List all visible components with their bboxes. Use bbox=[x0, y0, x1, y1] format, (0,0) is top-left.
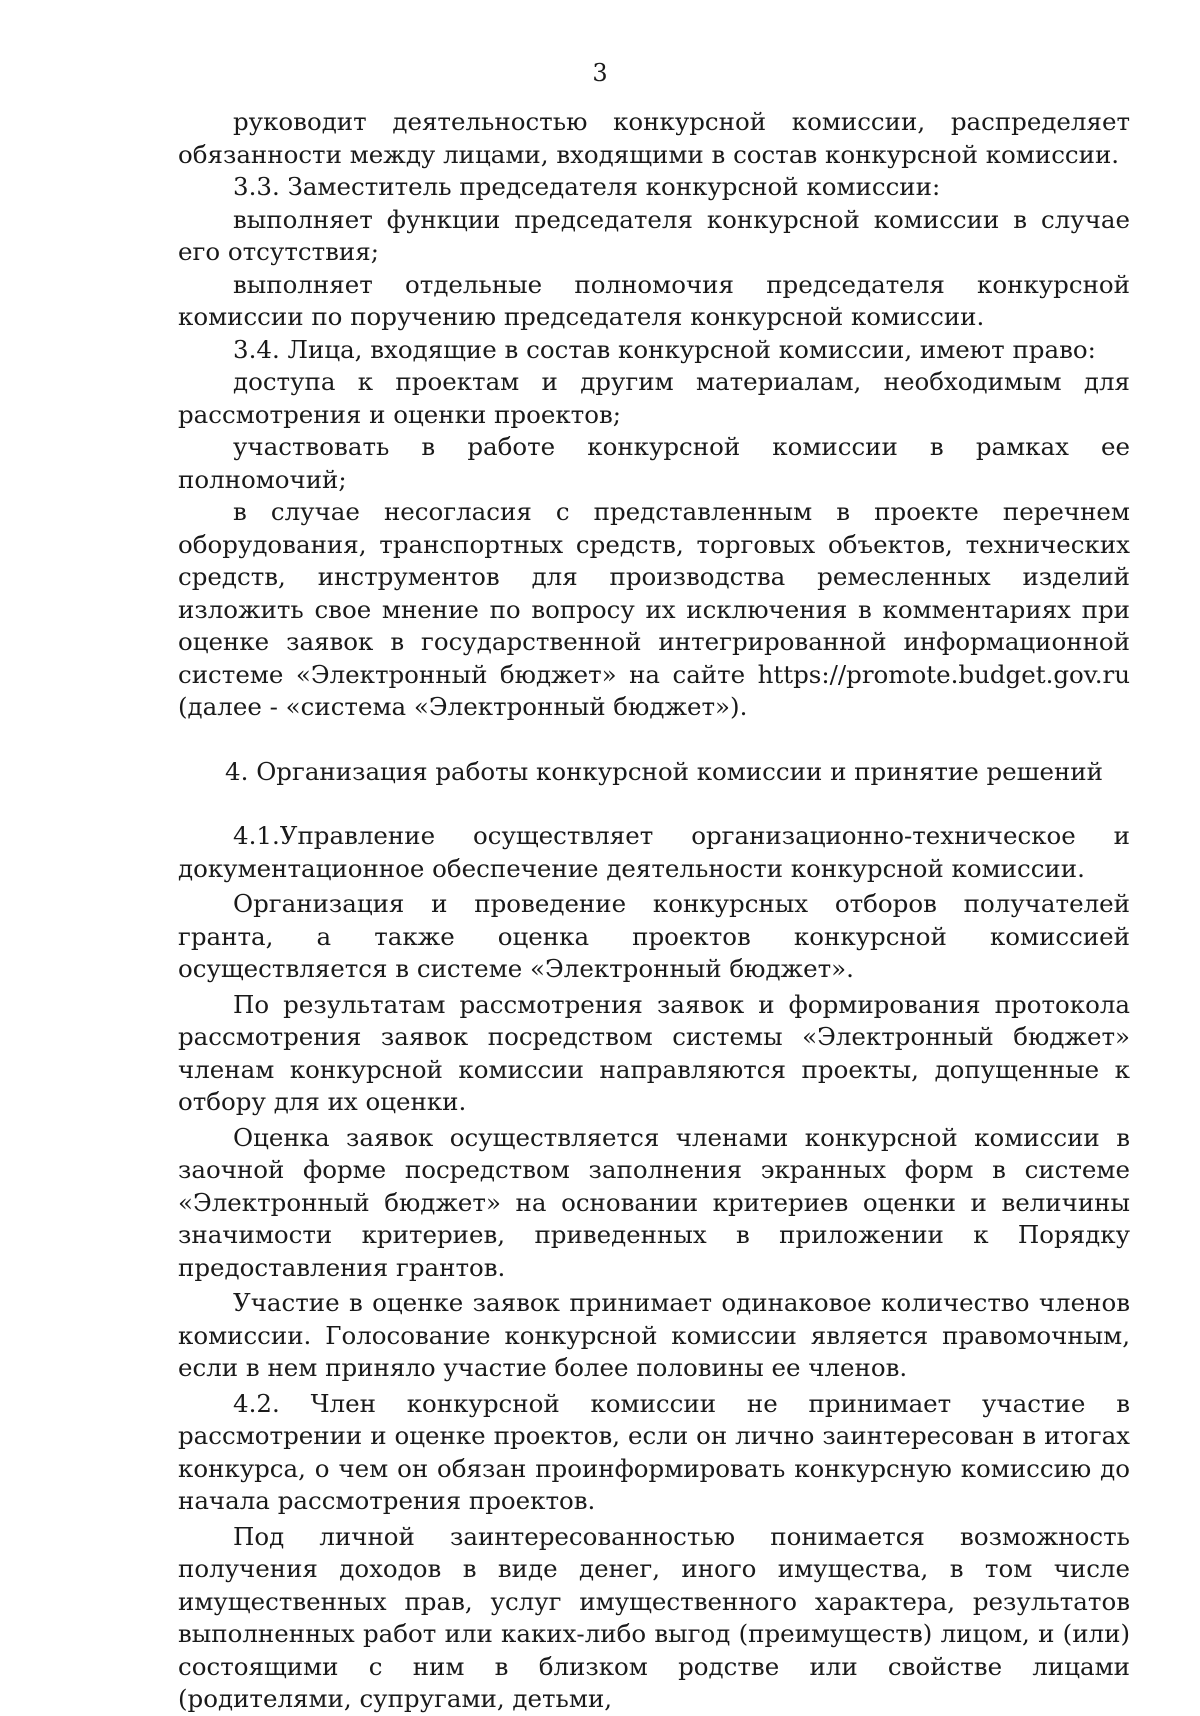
paragraph-4-1-c: Оценка заявок осуществляется членами конкурсной комиссии в заочной форме посредством заполнения экранных форм в системе «Электронный бюджет» на основании критериев оценки и величины значимости критериев, приведенных в приложении к Порядку предоставления грантов. bbox=[178, 1122, 1130, 1282]
paragraph-3-3: 3.3. Заместитель председателя конкурсной комиссии: bbox=[233, 172, 941, 201]
paragraph-3-4-a: доступа к проектам и другим материалам, необходимым для рассмотрения и оценки проектов; bbox=[178, 367, 1130, 429]
paragraph-continuation: руководит деятельностью конкурсной комиссии, распределяет обязанности между лицами, входящими в состав конкурсной комиссии. bbox=[178, 107, 1130, 169]
paragraph-4-1-a: Организация и проведение конкурсных отборов получателей гранта, а также оценка проектов конкурсной комиссией осуществляется в системе «Электронный бюджет». bbox=[178, 889, 1130, 983]
paragraph-3-3-b: выполняет отдельные полномочия председателя конкурсной комиссии по поручению председателя конкурсной комиссии. bbox=[178, 269, 1130, 331]
paragraph-3-3-a: выполняет функции председателя конкурсной комиссии в случае его отсутствия; bbox=[178, 204, 1130, 266]
document-body bbox=[178, 106, 1130, 1716]
paragraph-4-1-d: Участие в оценке заявок принимает одинаковое количество членов комиссии. Голосование конкурсной комиссии является правомочным, если в нем приняло участие более половины ее членов. bbox=[178, 1288, 1130, 1382]
section-4-heading: 4. Организация работы конкурсной комиссии и принятие решений bbox=[225, 756, 1103, 786]
paragraph-4-1: 4.1.Управление осуществляет организационно-техническое и документационное обеспечение деятельности конкурсной комиссии. bbox=[178, 821, 1130, 883]
paragraph-3-4-c: в случае несогласия с представленным в проекте перечнем оборудования, транспортных средств, торговых объектов, технических средств, инструментов для производства ремесленных изделий изложить свое мнение по вопросу их исключения в комментариях при оценке заявок в государственной интегрированной информационной системе «Электронный бюджет» на сайте https://promote.budget.gov.ru (далее - «система «Электронный бюджет»). bbox=[178, 497, 1130, 721]
paragraph-4-2: 4.2. Член конкурсной комиссии не принимает участие в рассмотрении и оценке проектов, если он лично заинтересован в итогах конкурса, о чем он обязан проинформировать конкурсную комиссию до начала рассмотрения проектов. bbox=[178, 1388, 1130, 1515]
paragraph-3-4-b: участвовать в работе конкурсной комиссии в рамках ее полномочий; bbox=[178, 432, 1130, 494]
page-number: 3 bbox=[592, 59, 608, 87]
paragraph-4-2-a: Под личной заинтересованностью понимается возможность получения доходов в виде денег, иного имущества, в том числе имущественных прав, услуг имущественного характера, результатов выполненных работ или каких-либо выгод (преимуществ) лицом, и (или) состоящими с ним в близком родстве или свойстве лицами (родителями, супругами, детьми, bbox=[178, 1521, 1130, 1713]
paragraph-3-4: 3.4. Лица, входящие в состав конкурсной комиссии, имеют право: bbox=[233, 334, 1096, 364]
paragraph-4-1-b: По результатам рассмотрения заявок и формирования протокола рассмотрения заявок посредством системы «Электронный бюджет» членам конкурсной комиссии направляются проекты, допущенные к отбору для их оценки. bbox=[178, 989, 1130, 1116]
